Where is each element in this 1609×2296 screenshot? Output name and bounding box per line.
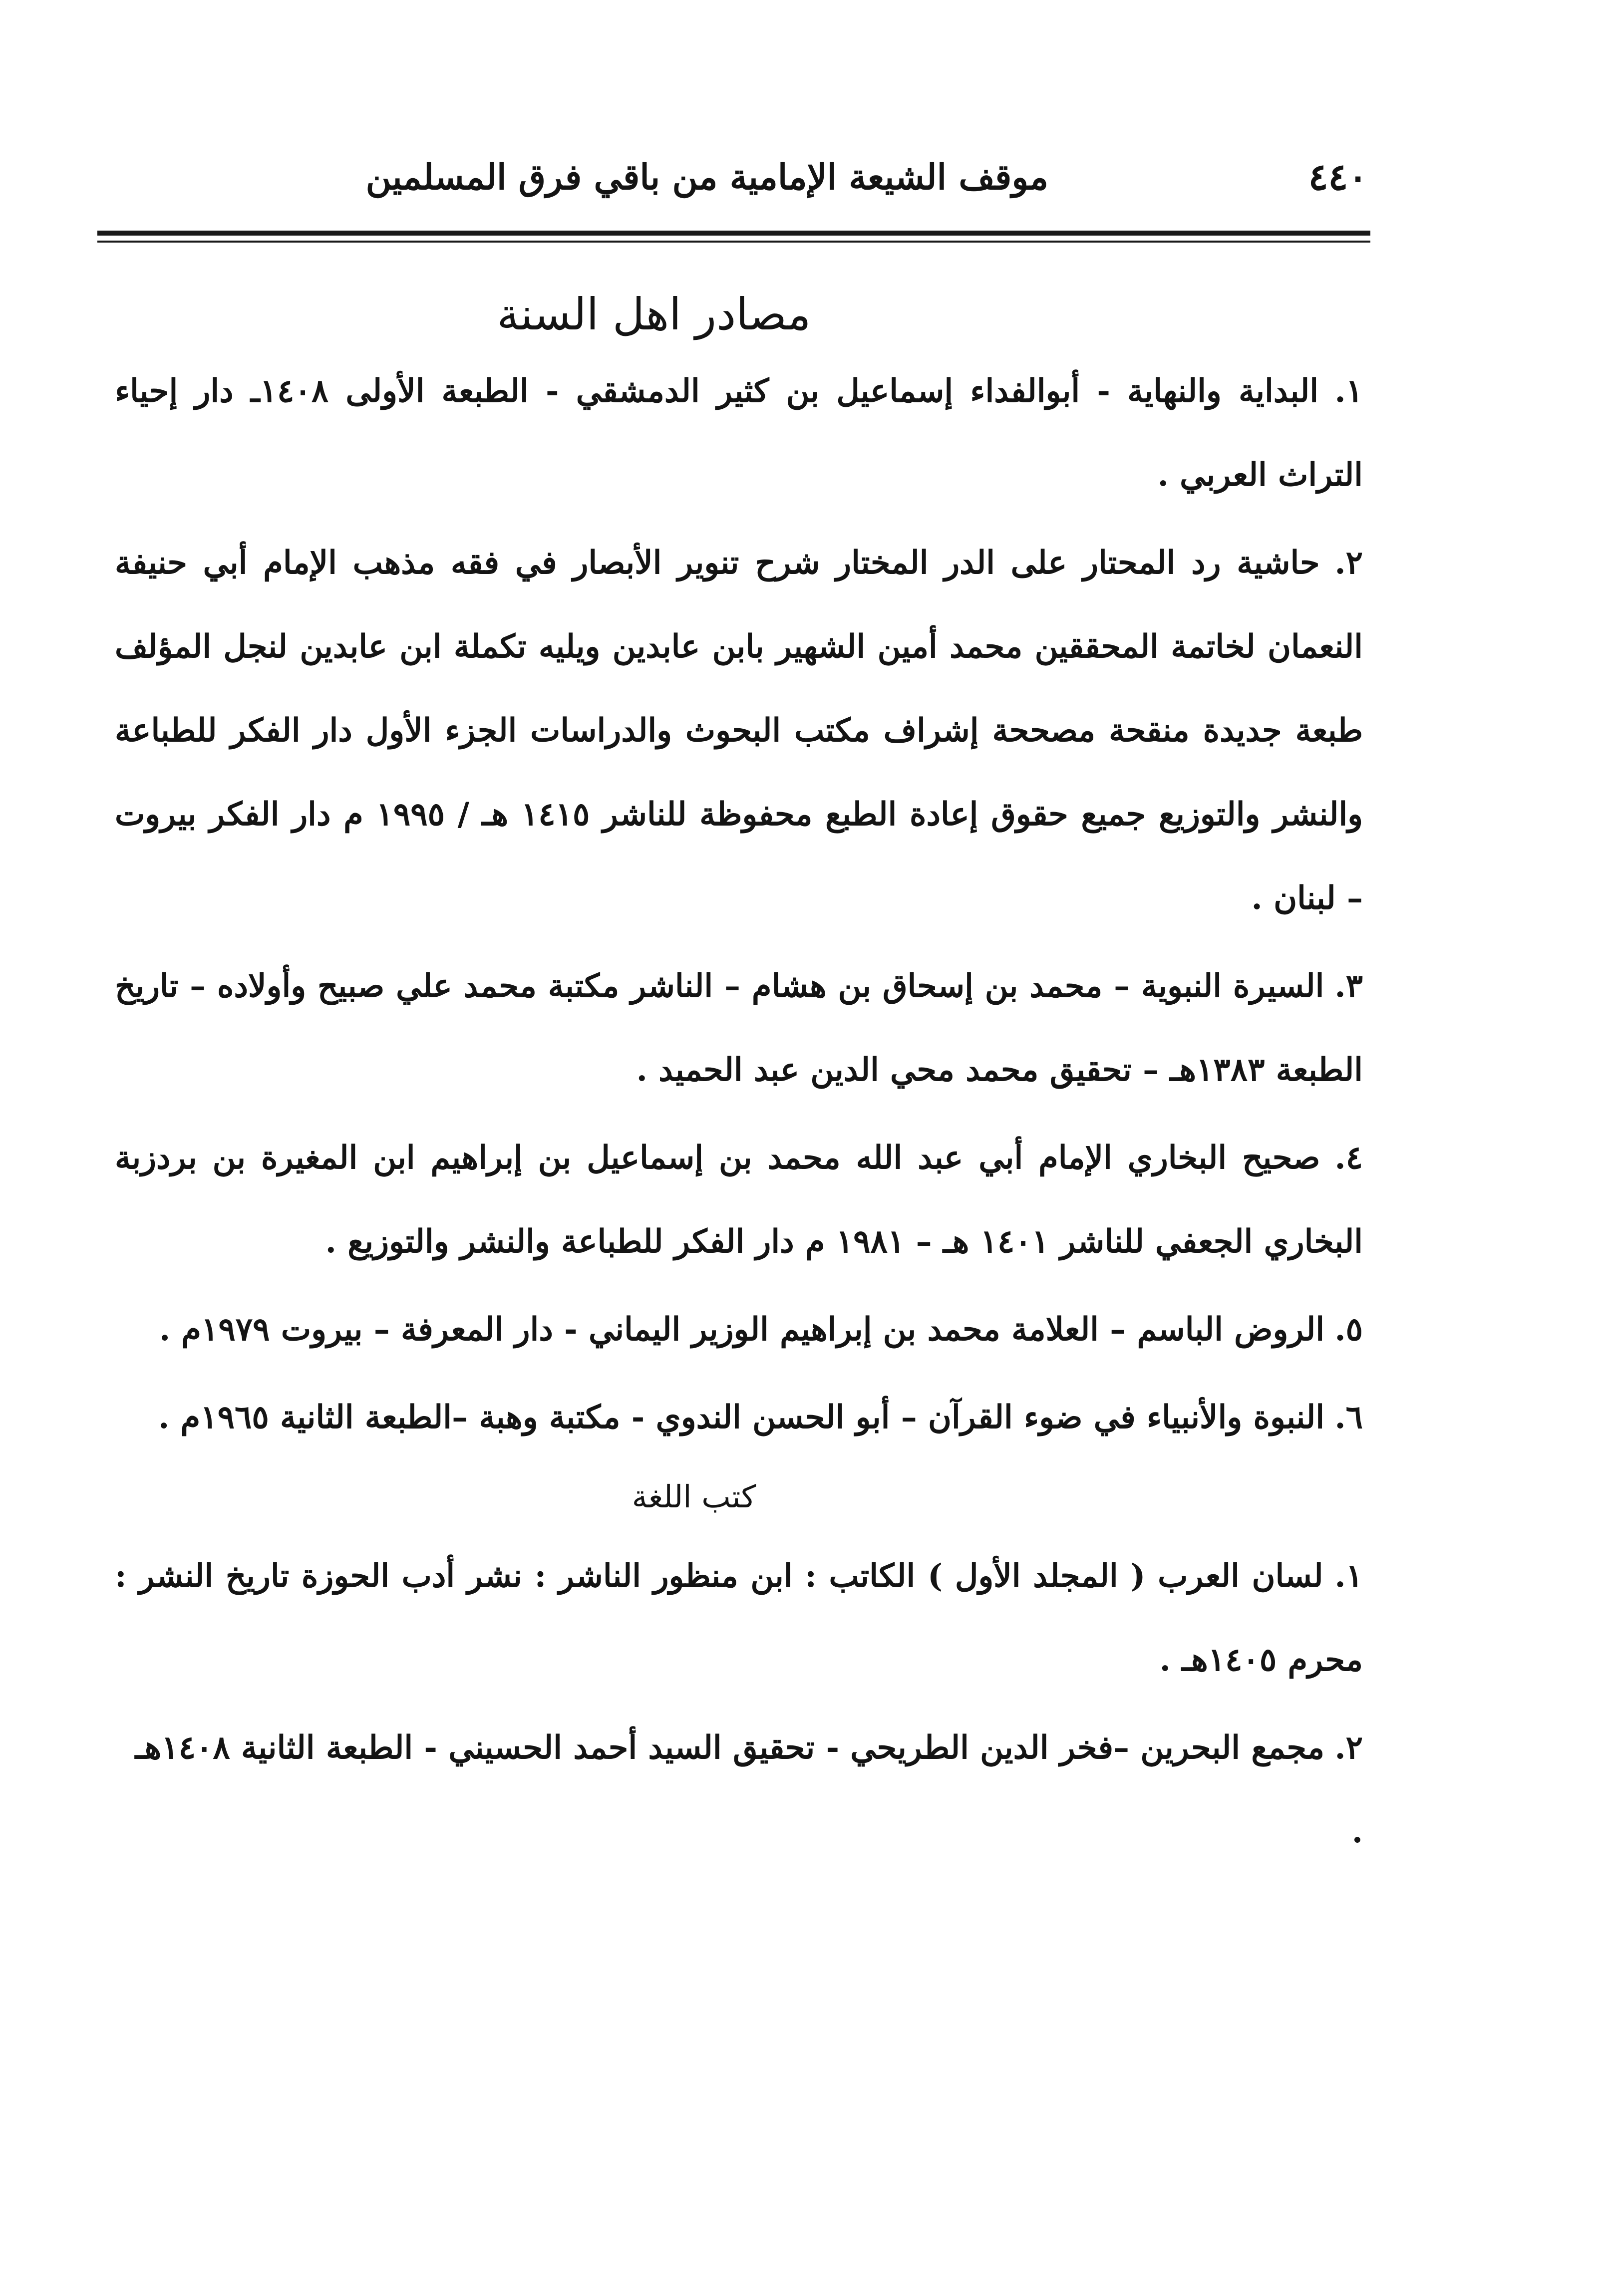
bibliography-entry xyxy=(115,944,1363,1112)
entry-text: النبوة والأنبياء في ضوء القرآن – أبو الحسن الندوي - مكتبة وهبة –الطبعة الثانية ١٩٦٥م . xyxy=(158,1399,1324,1436)
section-title-sunni-sources: مصادر اهل السنة xyxy=(497,288,811,340)
entry-text: صحيح البخاري الإمام أبي عبد الله محمد بن إسماعيل بن إبراهيم ابن المغيرة بن بردزبة البخاري الجعفي للناشر ١٤٠١ هـ – ١٩٨١ م دار الفكر للطباعة والنشر والتوزيع . xyxy=(115,1139,1363,1260)
entry-text: مجمع البحرين –فخر الدين الطريحي - تحقيق السيد أحمد الحسيني - الطبعة الثانية ١٤٠٨هـ . xyxy=(135,1729,1363,1850)
page-number: ٤٤٠ xyxy=(1308,156,1368,199)
header-rule-thick xyxy=(97,231,1370,236)
entry-number: ٦. xyxy=(1334,1399,1363,1436)
bibliography-entry xyxy=(115,1288,1363,1372)
entry-text: السيرة النبوية – محمد بن إسحاق بن هشام – الناشر مكتبة محمد علي صبيح وأولاده – تاريخ الطبعة ١٣٨٣هـ – تحقيق محمد محي الدين عبد الحميد . xyxy=(115,967,1363,1089)
bibliography-entry xyxy=(115,349,1363,517)
section-title-language-books: كتب اللغة xyxy=(632,1478,756,1515)
entry-text: البداية والنهاية - أبوالفداء إسماعيل بن كثير الدمشقي - الطبعة الأولى ١٤٠٨ـ دار إحياء التراث العربي . xyxy=(115,372,1363,494)
entry-number: ٢. xyxy=(1334,544,1363,581)
entry-number: ١. xyxy=(1334,1557,1363,1595)
entry-text: الروض الباسم – العلامة محمد بن إبراهيم الوزير اليماني - دار المعرفة – بيروت ١٩٧٩م . xyxy=(159,1311,1324,1348)
entry-text: حاشية رد المحتار على الدر المختار شرح تنوير الأبصار في فقه مذهب الإمام أبي حنيفة النعمان لخاتمة المحققين محمد أمين الشهير بابن عابدين ويليه تكملة ابن عابدين لنجل المؤلف طبعة جديدة منقحة مصححة إشراف مكتب البحوث والدراسات الجزء الأول دار الفكر للطباعة والنشر والتوزيع جميع حقوق إعادة الطبع محفوظة للناشر ١٤١٥ هـ / ١٩٩٥ م دار الفكر بيروت – لبنان . xyxy=(115,544,1363,917)
bibliography-entry xyxy=(115,521,1363,940)
entry-number: ٣. xyxy=(1334,967,1363,1005)
entry-number: ٥. xyxy=(1334,1311,1363,1348)
entry-text: لسان العرب ( المجلد الأول ) الكاتب : ابن منظور الناشر : نشر أدب الحوزة تاريخ النشر : محرم ١٤٠٥هـ . xyxy=(115,1557,1363,1679)
bibliography-entry xyxy=(115,1534,1363,1702)
bibliography-entry xyxy=(115,1116,1363,1284)
running-title: موقف الشيعة الإمامية من باقي فرق المسلمين xyxy=(365,156,1048,198)
bibliography xyxy=(115,280,1363,1878)
page-header xyxy=(100,150,1368,225)
entry-number: ٢. xyxy=(1334,1729,1363,1766)
bibliography-entry xyxy=(115,1706,1363,1874)
bibliography-entry xyxy=(115,1376,1363,1459)
entry-number: ٤. xyxy=(1334,1139,1363,1176)
entry-number: ١. xyxy=(1334,372,1363,410)
header-rule-thin xyxy=(97,241,1370,243)
